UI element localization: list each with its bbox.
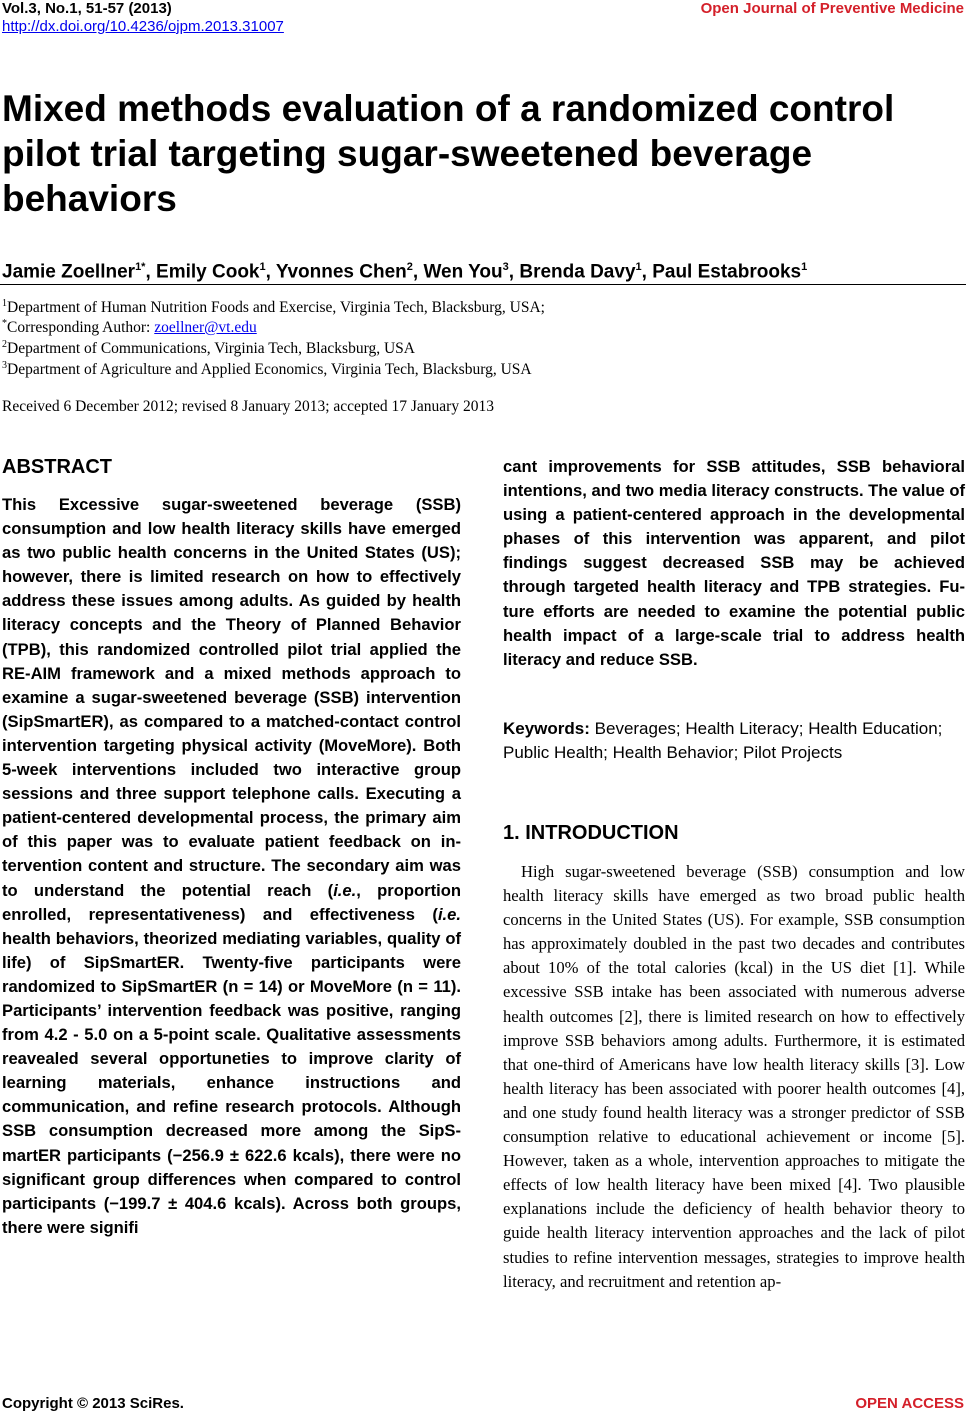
author-name: Wen You: [423, 261, 503, 283]
author-affiliation-mark: 1: [259, 261, 266, 273]
author-name: Jamie Zoellner: [2, 261, 136, 283]
corresponding-author: *Corresponding Author: zoellner@vt.edu: [2, 318, 257, 337]
affiliation-1: $^1$Department of Human Nutrition Foods and Exercise, Virginia Tech, Blacksburg, USA;: [2, 298, 545, 317]
keywords-label: Keywords:: [503, 719, 590, 738]
introduction-heading: 1. INTRODUCTION: [503, 822, 679, 844]
keywords: [503, 717, 943, 765]
footer-open-access: OPEN ACCESS: [855, 1395, 964, 1412]
abstract-text-left: This Excessive sugar-sweetened beverage (SSB) consumption and low health literacy skills have emerged as two public health concerns in the United States (US); however, there is limited research on how to effectively address these issues among adults. As guided by health literacy concepts and the Theory of Planned Behavior (TPB), this randomized controlled pilot trial applied the RE-AIM framework and a mixed methods approach to examine a sugar-sweetened beverage (SSB) intervention (SipSmartER), as compared to a matched-contact control intervention targeting physical activity (MoveMore). Both 5-week interventions included two interactive group sessions and three support telephone calls. Executing a patient-centered developmental process, the primary aim of this paper was to evaluate patient feedback on intervention content and structure. The secondary aim was to understand the potential reach (i.e., proportion enrolled, representativeness) and effectiveness (i.e. health behaviors, theorized mediating variables, quality of life) of SipSmartER. Twenty-five participants were randomized to SipSmartER (n = 14) or MoveMore (n = 11). Participants’ intervention feedback was positive, ranging from 4.2 - 5.0 on a 5-point scale. Qualitative assessments reavealed several opportuneties to improve clarity of learning materials, enhance instructions and communication, and refine research protocols. Although SSB consumption decreased more among the SipSmartER participants (−256.9 ± 622.6 kcals), there were no significant group differences when compared to control participants (−199.7 ± 404.6 kcals). Across both groups, there were signifi: [2, 495, 461, 1237]
introduction-text: High sugar-sweetened beverage (SSB) consumption and low health literacy skills have emerged as two broad public health concerns in the United States (US). For example, SSB consumption has approximately doubled in the past two decades and contributes about 10% of the total calories (kcal) in the US diet [1]. While excessive SSB intake has been associated with numerous adverse health outcomes [2], there is limited research on how to effectively improve SSB behaviors among adults. Furthermore, it is estimated that one-third of Americans have low health literacy skills [3]. Low health literacy has been associated with poorer health outcomes [4], and one study found health literacy was a stronger predictor of SSB consumption relative to educational achievement or income [5]. However, taken as a whole, intervention approaches to mitigate the effects of low health literacy have been mixed [4]. Two plausible explanations include the deficiency of health behavior theory to guide health literacy intervention approaches and the lack of pilot studies to refine intervention messages, strategies to improve health literacy, and recruitment and retention ap-: [503, 862, 965, 1291]
author-affiliation-mark: 1: [635, 261, 642, 273]
author-affiliation-mark: 3: [502, 261, 509, 273]
author-name: Brenda Davy: [519, 261, 636, 283]
author-affiliation-mark: 1: [801, 261, 808, 273]
received-dates: Received 6 December 2012; revised 8 January 2013; accepted 17 January 2013: [2, 398, 494, 415]
author-name: Yvonnes Chen: [275, 261, 407, 283]
abstract-text-right: cant improvements for SSB attitudes, SSB behavioral intentions, and two media literacy constructs. The value of using a patient-centered approach in the developmental phases of this intervention was apparent, and pilot findings suggest decreased SSB may be achieved through targeted health literacy and TPB strategies. Future efforts are needed to examine the potential public health impact of a large-scale trial to address health literacy and reduce SSB.: [503, 457, 965, 669]
doi-link[interactable]: http://dx.doi.org/10.4236/ojpm.2013.31007: [2, 18, 284, 35]
affiliation-3: $^3$Department of Agriculture and Applied Economics, Virginia Tech, Blacksburg, USA: [2, 360, 532, 379]
paper-title: Mixed methods evaluation of a randomized control pilot trial targeting sugar-sweetened beverage behaviors: [2, 88, 895, 219]
abstract-heading: ABSTRACT: [2, 456, 112, 478]
author-affiliation-mark: 1*: [135, 261, 146, 273]
journal-name: Open Journal of Preventive Medicine: [700, 0, 964, 17]
journal-volume: Vol.3, No.1, 51-57 (2013): [2, 0, 172, 17]
title-divider: [0, 284, 966, 285]
footer-copyright: Copyright © 2013 SciRes.: [2, 1395, 184, 1412]
author-email-link[interactable]: zoellner@vt.edu: [154, 319, 257, 337]
author-affiliation-mark: 2: [406, 261, 413, 273]
author-list: Jamie Zoellner$^{1*}$, Emily Cook$^1$, Yvonnes Chen$^2$, Wen You$^3$, Brenda Davy$^1$, Paul Estabrooks$^1$: [2, 261, 808, 283]
author-name: Emily Cook: [156, 261, 260, 283]
keywords-list: Beverages; Health Literacy; Health Education; Public Health; Health Behavior; Pilot Projects: [503, 719, 943, 762]
author-name: Paul Estabrooks: [652, 261, 802, 283]
affiliation-2: $^2$Department of Communications, Virginia Tech, Blacksburg, USA: [2, 339, 415, 358]
